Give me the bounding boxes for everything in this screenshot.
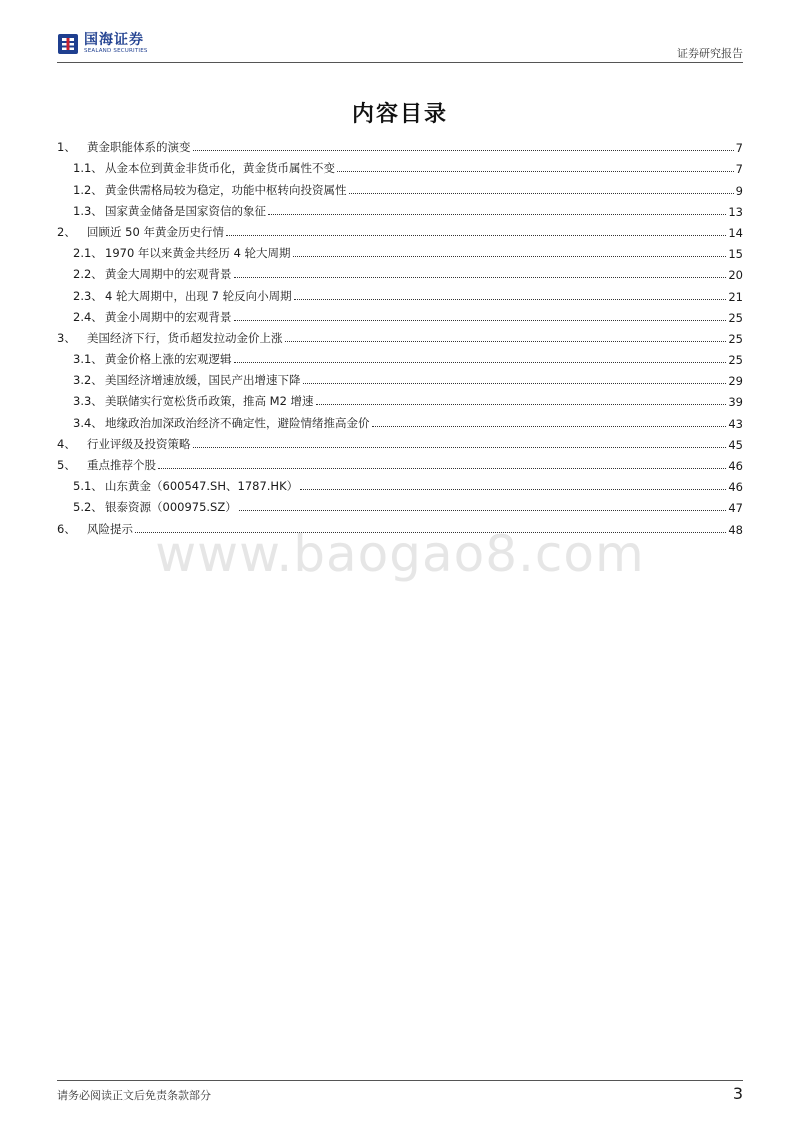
- toc-entry[interactable]: [57, 261, 743, 282]
- header-divider: [57, 62, 743, 63]
- report-type-label: 证券研究报告: [677, 47, 743, 60]
- toc-entry-number: 2.1、: [73, 246, 103, 261]
- toc-entry-label: 美国经济增速放缓，国民产出增速下降: [105, 373, 301, 388]
- toc-entry-number: 5.1、: [73, 479, 103, 494]
- toc-entry-page: 45: [728, 437, 743, 452]
- toc-entry-label: 回顾近 50 年黄金历史行情: [87, 224, 224, 239]
- toc-entry[interactable]: [57, 346, 743, 367]
- toc-entry-number: 4、: [57, 436, 76, 451]
- toc-dot-leader: [193, 447, 727, 448]
- toc-entry[interactable]: [57, 452, 743, 473]
- toc-entry[interactable]: [57, 304, 743, 325]
- toc-entry[interactable]: [57, 473, 743, 494]
- toc-entry[interactable]: [57, 367, 743, 388]
- toc-dot-leader: [303, 383, 727, 384]
- toc-entry-page: 47: [728, 501, 743, 516]
- toc-dot-leader: [349, 193, 734, 194]
- sealand-logo-icon: [57, 33, 79, 55]
- toc-entry[interactable]: [57, 325, 743, 346]
- table-of-contents: [57, 134, 743, 537]
- toc-dot-leader: [293, 256, 727, 257]
- toc-entry-page: 21: [728, 289, 743, 304]
- toc-dot-leader: [294, 299, 727, 300]
- toc-entry-number: 2、: [57, 224, 76, 239]
- toc-entry-label: 黄金职能体系的演变: [87, 140, 191, 155]
- toc-entry-label: 美联储实行宽松货币政策，推高 M2 增速: [105, 394, 314, 409]
- toc-dot-leader: [239, 510, 727, 511]
- toc-entry-number: 5.2、: [73, 500, 103, 515]
- toc-title: 内容目录: [351, 102, 448, 127]
- toc-entry-number: 3、: [57, 330, 76, 345]
- toc-entry-number: 3.1、: [73, 352, 103, 367]
- toc-entry-page: 29: [728, 374, 743, 389]
- toc-entry-label: 山东黄金（600547.SH、1787.HK）: [105, 479, 299, 494]
- toc-dot-leader: [158, 468, 726, 469]
- toc-entry-label: 黄金价格上涨的宏观逻辑: [105, 352, 232, 367]
- toc-entry-number: 3.3、: [73, 394, 103, 409]
- toc-entry-number: 2.3、: [73, 288, 103, 303]
- toc-entry-label: 地缘政治加深政治经济不确定性，避险情绪推高金价: [105, 415, 370, 430]
- toc-entry-page: 39: [728, 395, 743, 410]
- toc-entry-page: 14: [728, 225, 743, 240]
- toc-entry-label: 黄金小周期中的宏观背景: [105, 309, 232, 324]
- toc-entry-number: 1.3、: [73, 203, 103, 218]
- toc-entry-page: 43: [728, 416, 743, 431]
- toc-entry[interactable]: [57, 240, 743, 261]
- toc-dot-leader: [316, 404, 727, 405]
- toc-entry-number: 1.2、: [73, 182, 103, 197]
- toc-dot-leader: [234, 362, 727, 363]
- toc-entry[interactable]: [57, 198, 743, 219]
- toc-entry-page: 25: [728, 310, 743, 325]
- toc-entry-page: 13: [728, 204, 743, 219]
- toc-entry[interactable]: [57, 282, 743, 303]
- toc-entry[interactable]: [57, 176, 743, 197]
- toc-entry-number: 2.4、: [73, 309, 103, 324]
- toc-entry-page: 48: [728, 522, 743, 537]
- toc-entry-label: 黄金供需格局较为稳定，功能中枢转向投资属性: [105, 182, 347, 197]
- toc-entry-page: 25: [728, 331, 743, 346]
- toc-dot-leader: [372, 426, 727, 427]
- toc-dot-leader: [268, 214, 726, 215]
- toc-entry-page: 15: [728, 247, 743, 262]
- footer-disclaimer: 请务必阅读正文后免责条款部分: [57, 1089, 211, 1102]
- toc-entry-number: 1、: [57, 140, 76, 155]
- toc-entry-label: 美国经济下行，货币超发拉动金价上涨: [87, 330, 283, 345]
- toc-dot-leader: [234, 277, 727, 278]
- toc-entry-number: 1.1、: [73, 161, 103, 176]
- toc-entry[interactable]: [57, 388, 743, 409]
- toc-entry-page: 25: [728, 353, 743, 368]
- toc-dot-leader: [234, 320, 727, 321]
- toc-entry-page: 7: [735, 162, 743, 177]
- brand-name-cn: 国海证券: [84, 32, 144, 49]
- toc-entry-number: 3.4、: [73, 415, 103, 430]
- brand-logo: [57, 33, 148, 55]
- toc-entry-number: 3.2、: [73, 373, 103, 388]
- toc-entry-label: 风险提示: [87, 521, 133, 536]
- toc-entry-label: 从金本位到黄金非货币化，黄金货币属性不变: [105, 161, 335, 176]
- toc-entry-label: 重点推荐个股: [87, 458, 156, 472]
- watermark: www.baogao8.com: [155, 525, 645, 583]
- toc-dot-leader: [285, 341, 727, 342]
- toc-entry-page: 7: [735, 141, 743, 156]
- toc-entry-number: 2.2、: [73, 267, 103, 282]
- toc-entry[interactable]: [57, 409, 743, 430]
- toc-entry-page: 46: [728, 459, 743, 473]
- toc-entry[interactable]: [57, 431, 743, 452]
- toc-entry-label: 国家黄金储备是国家资信的象征: [105, 203, 266, 218]
- toc-entry-page: 9: [735, 183, 743, 198]
- toc-entry[interactable]: [57, 219, 743, 240]
- toc-entry[interactable]: [57, 494, 743, 515]
- toc-entry-label: 行业评级及投资策略: [87, 436, 191, 451]
- toc-entry-page: 46: [728, 480, 743, 495]
- toc-dot-leader: [193, 150, 734, 151]
- toc-dot-leader: [300, 489, 726, 490]
- page-header: [57, 33, 743, 63]
- brand-name-en: SEALAND SECURITIES: [84, 48, 148, 55]
- toc-entry-number: 6、: [57, 521, 76, 536]
- toc-entry-number: 5、: [57, 458, 76, 472]
- toc-dot-leader: [337, 171, 734, 172]
- toc-entry-label: 黄金大周期中的宏观背景: [105, 267, 232, 282]
- page-number: 3: [732, 1084, 743, 1103]
- toc-entry-label: 4 轮大周期中，出现 7 轮反向小周期: [105, 288, 292, 303]
- toc-dot-leader: [226, 235, 726, 236]
- toc-entry[interactable]: [57, 134, 743, 155]
- toc-entry-label: 银泰资源（000975.SZ）: [105, 500, 237, 515]
- toc-entry-page: 20: [728, 268, 743, 283]
- toc-entry[interactable]: [57, 155, 743, 176]
- toc-entry-label: 1970 年以来黄金共经历 4 轮大周期: [105, 246, 291, 261]
- footer-divider: [57, 1080, 743, 1081]
